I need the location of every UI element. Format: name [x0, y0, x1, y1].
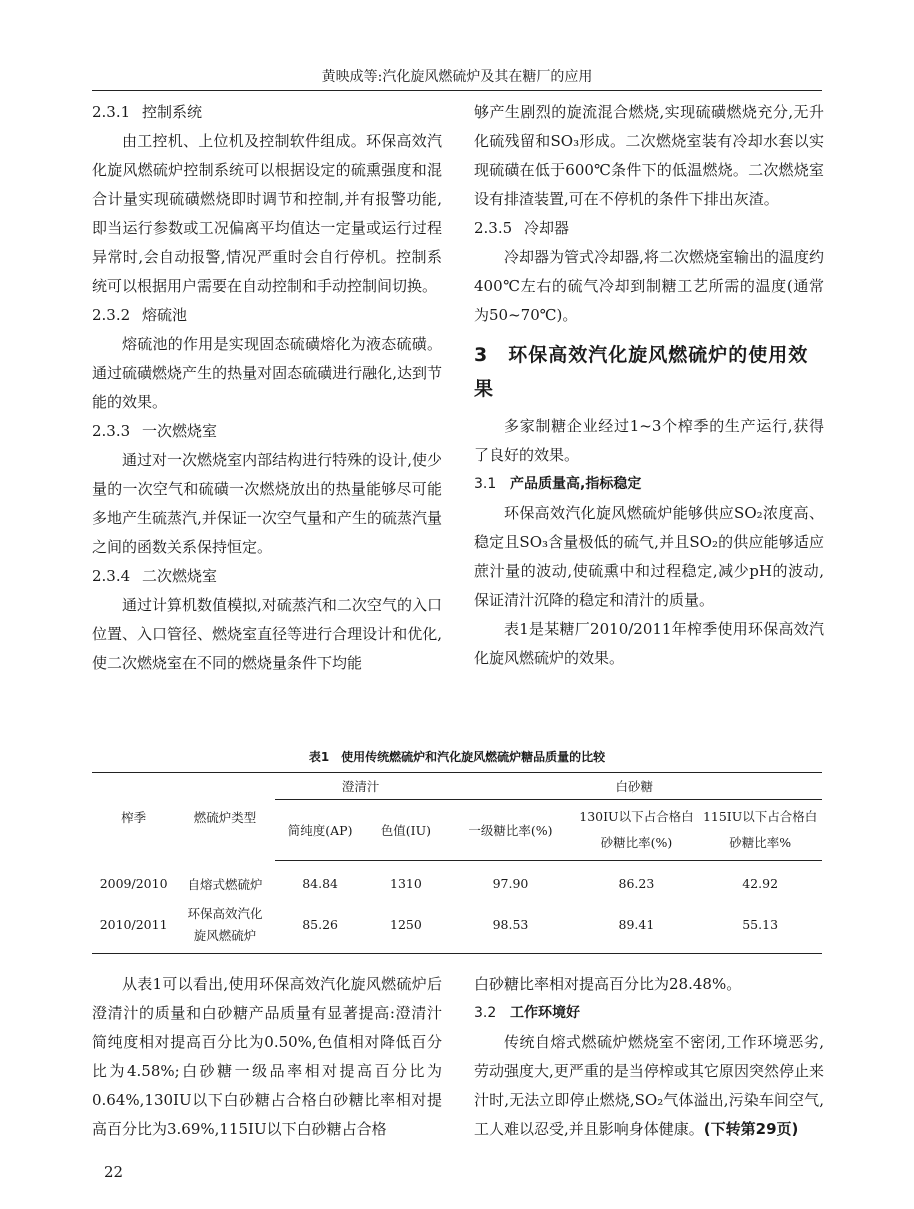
row2-first: 98.53: [446, 897, 574, 954]
paragraph-effect-intro: 多家制糖企业经过1~3个榨季的生产运行,获得了良好的效果。: [474, 417, 824, 464]
header-furnace-type: 燃硫炉类型: [175, 773, 275, 861]
row1-first: 97.90: [492, 876, 529, 892]
paragraph-table-analysis: 从表1可以看出,使用环保高效汽化旋风燃硫炉后澄清汁的质量和白砂糖产品质量有显著提高:澄清汁简纯度相对提高百分比为0.50%,色值相对降低百分比为4.58%;白砂糖一级品率相对提高百分比为0.64%,130IU以下白砂糖占合格白砂糖比率相对提高百分比为3.69%,115IU以下白砂糖占合格: [92, 975, 442, 1138]
row2-season: 2010/2011: [92, 897, 175, 954]
row2-purity: 85.26: [275, 897, 366, 954]
paragraph-secondary-chamber: 通过计算机数值模拟,对硫蒸汽和二次空气的入口位置、入口管径、燃烧室直径等进行合理设计和优化,使二次燃烧室在不同的燃烧量条件下均能: [92, 596, 442, 672]
header-season: 榨季: [92, 773, 175, 861]
row2-color: 1250: [365, 897, 446, 954]
right-column-bottom: [474, 970, 824, 1144]
page-number: 22: [104, 1163, 124, 1181]
section-2-3-5-heading: 2.3.5 冷却器: [474, 219, 570, 237]
row1-115: 42.92: [742, 876, 779, 892]
row1-type: 自熔式燃硫炉: [187, 876, 263, 892]
section-2-3-1-heading: 2.3.1 控制系统: [92, 103, 203, 121]
paragraph-primary-chamber: 通过对一次燃烧室内部结构进行特殊的设计,使少量的一次空气和硫磺一次燃烧放出的热量能够尽可能多地产生硫蒸汽,并保证一次空气量和产生的硫蒸汽量之间的函数关系保持恒定。: [92, 451, 442, 556]
section-3-2-heading: 3.2 工作环境好: [474, 1005, 580, 1021]
section-2-3-3-heading: 2.3.3 一次燃烧室: [92, 422, 218, 440]
row1-130: 86.23: [618, 876, 655, 892]
section-3-heading: 3 环保高效汽化旋风燃硫炉的使用效果: [474, 344, 809, 400]
table-caption: 表1 使用传统燃硫炉和汽化旋风燃硫炉糖品质量的比较: [308, 750, 606, 764]
right-column-top: [474, 98, 824, 673]
header-130iu: 130IU以下占合格白砂糖比率(%): [575, 800, 699, 861]
header-clear-juice: 澄清汁: [275, 773, 447, 800]
running-header: 黄映成等:汽化旋风燃硫炉及其在糖厂的应用: [92, 66, 822, 91]
left-column-bottom: [92, 970, 442, 1144]
left-column-top: [92, 98, 442, 678]
header-115iu: 115IU以下占合格白砂糖比率%: [698, 800, 822, 861]
section-3-1-heading: 3.1 产品质量高,指标稳定: [474, 476, 642, 492]
continued-on-page-note: (下转第29页): [703, 1120, 799, 1138]
header-first-grade: 一级糖比率(%): [446, 800, 574, 861]
table-row: [92, 861, 822, 897]
row1-season: 2009/2010: [99, 876, 168, 891]
paragraph-quality: 环保高效汽化旋风燃硫炉能够供应SO₂浓度高、稳定且SO₃含量极低的硫气,并且SO₂的供应能够适应蔗汁量的波动,使硫熏中和过程稳定,减少pH的波动,保证清汁沉降的稳定和清汁的质量。: [474, 504, 824, 609]
header-white-sugar: 白砂糖: [446, 773, 822, 800]
paragraph-cooler: 冷却器为管式冷却器,将二次燃烧室输出的温度约400℃左右的硫气冷却到制糖工艺所需的温度(通常为50~70℃)。: [474, 248, 824, 324]
header-color: 色值(IU): [365, 800, 446, 861]
paragraph-analysis-continued: 白砂糖比率相对提高百分比为28.48%。: [474, 975, 742, 993]
quality-comparison-table: [92, 772, 822, 954]
row2-115: 55.13: [698, 897, 822, 954]
paragraph-work-environment: 传统自熔式燃硫炉燃烧室不密闭,工作环境恶劣,劳动强度大,更严重的是当停榨或其它原因突然停止来汁时,无法立即停止燃烧,SO₂气体溢出,污染车间空气,工人难以忍受,并且影响身体健康。(下转第29页): [474, 1033, 824, 1138]
section-2-3-4-heading: 2.3.4 二次燃烧室: [92, 567, 218, 585]
header-purity: 简纯度(AP): [275, 800, 366, 861]
table-row: [92, 897, 822, 954]
row1-color: 1310: [390, 876, 422, 892]
row1-purity: 84.84: [302, 876, 338, 892]
row2-type: 环保高效汽化旋风燃硫炉: [175, 897, 275, 954]
paragraph-control-system: 由工控机、上位机及控制软件组成。环保高效汽化旋风燃硫炉控制系统可以根据设定的硫熏强度和混合计量实现硫磺燃烧即时调节和控制,并有报警功能,即当运行参数或工况偏离平均值达一定量或运行过程异常时,会自动报警,情况严重时会自行停机。控制系统可以根据用户需要在自动控制和手动控制间切换。: [92, 132, 442, 295]
section-2-3-2-heading: 2.3.2 熔硫池: [92, 306, 188, 324]
paragraph-continued: 够产生剧烈的旋流混合燃烧,实现硫磺燃烧充分,无升化硫残留和SO₃形成。二次燃烧室装有冷却水套以实现硫磺在低于600℃条件下的低温燃烧。二次燃烧室设有排渣装置,可在不停机的条件下排出灰渣。: [474, 103, 824, 208]
row2-130: 89.41: [575, 897, 699, 954]
paragraph-sulfur-pool: 熔硫池的作用是实现固态硫磺熔化为液态硫磺。通过硫磺燃烧产生的热量对固态硫磺进行融化,达到节能的效果。: [92, 335, 442, 411]
paragraph-table-ref: 表1是某糖厂2010/2011年榨季使用环保高效汽化旋风燃硫炉的效果。: [474, 620, 824, 667]
